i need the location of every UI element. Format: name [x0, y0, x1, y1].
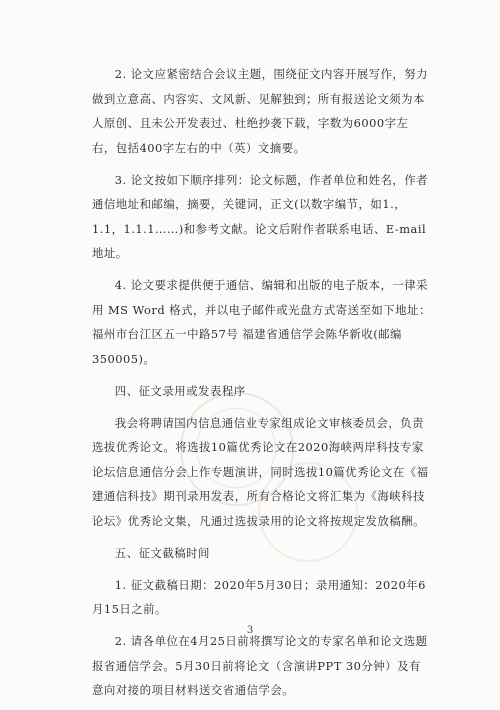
section-heading-submission: 四、征文录用或发表程序 — [114, 383, 246, 398]
paragraph-deadline-1: 1. 征文截稿日期：2020年5月30日；录用通知：2020年6月15日之前。 — [92, 577, 426, 616]
paragraph-deadline-2: 2. 请各单位在4月25日前将撰写论文的专家名单和论文选题报省通信学会。5月30日前将论文（含演讲PPT 30分钟）及有意向对接的项目材料送交省通信学会。 — [92, 634, 428, 697]
page-number: 3 — [246, 625, 254, 636]
document-body — [92, 62, 432, 710]
paragraph-item-2: 2. 论文应紧密结合会议主题，围绕征文内容开展写作，努力做到立意高、内容实、文风新、见解独到；所有报送论文须为本人原创、且未公开发表过、杜绝抄袭下载，字数为6000字左右，包括400字左右的中（英）文摘要。 — [92, 67, 429, 155]
paragraph-selection: 我会将聘请国内信息通信业专家组成论文审核委员会，负责选拔优秀论文。将选拔10篇优秀论文在2020海峡两岸科技专家论坛信息通信分会上作专题演讲，同时选拔10篇优秀论文在《福建通信科技》期刊录用发表，所有合格论文将汇集为《海峡科技论坛》优秀论文集，凡通过选拔录用的论文将按规定发放稿酬。 — [92, 415, 429, 528]
paragraph-item-3: 3. 论文按如下顺序排列：论文标题，作者单位和姓名，作者通信地址和邮编，摘要，关键词，正文(以数字编节，如1.，1.1，1.1.1……)和参考文献。论文后附作者联系电话、E-mail地址。 — [92, 172, 429, 260]
paragraph-item-4: 4. 论文要求提供便于通信、编辑和出版的电子版本，一律采用 MS Word 格式，并以电子邮件或光盘方式寄送至如下地址：福州市台江区五一中路57号 福建省通信学会陈华新收(邮编 350005)。 — [92, 278, 431, 366]
section-heading-deadline: 五、征文截稿时间 — [114, 545, 210, 560]
